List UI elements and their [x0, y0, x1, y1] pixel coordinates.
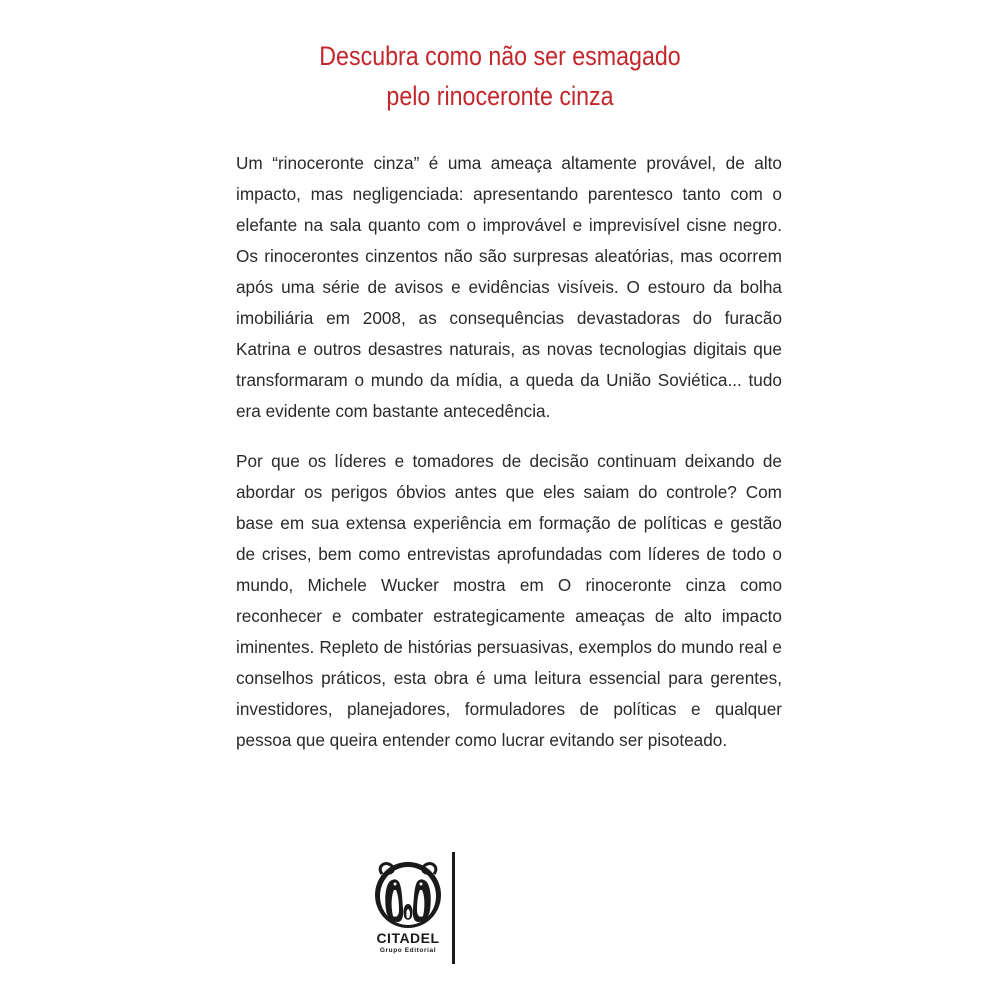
paragraph-2: Por que os líderes e tomadores de decisão continuam deixando de abordar os perigos óbvios antes que eles saiam do controle? Com base em sua extensa experiência em formação de políticas e gestão de crises, bem como entrevistas aprofundadas com líderes de todo o mundo, Michele Wucker mostra em O rinoceronte cinza como reconhecer e combater estrategicamente ameaças de alto impacto iminentes. Repleto de histórias persuasivas, exemplos do mundo real e conselhos práticos, esta obra é uma leitura essencial para gerentes, investidores, planejadores, formuladores de políticas e qualquer pessoa que queira entender como lucrar evitando ser pisoteado. [236, 451, 782, 750]
publisher-name: CITADEL [376, 930, 440, 946]
headline-line-1: Descubra como não ser esmagado [319, 41, 681, 71]
headline [70, 36, 930, 116]
headline-line-2: pelo rinoceronte cinza [386, 81, 614, 111]
body-text [236, 148, 782, 775]
penguins-logo-icon [372, 860, 444, 930]
publisher-subtitle: Grupo Editorial [379, 947, 437, 954]
paragraph-1: Um “rinoceronte cinza” é uma ameaça altamente provável, de alto impacto, mas negligenciada: apresentando parentesco tanto com o elefante na sala quanto com o improvável e imprevisível cisne negro. Os rinocerontes cinzentos não são surpresas aleatórias, mas ocorrem após uma série de avisos e evidências visíveis. O estouro da bolha imobiliária em 2008, as consequências devastadoras do furacão Katrina e outros desastres naturais, as novas tecnologias digitais que transformaram o mundo da mídia, a queda da União Soviética... tudo era evidente com bastante antecedência. [236, 153, 782, 421]
vertical-divider [452, 852, 455, 964]
publisher-logo [372, 860, 444, 968]
